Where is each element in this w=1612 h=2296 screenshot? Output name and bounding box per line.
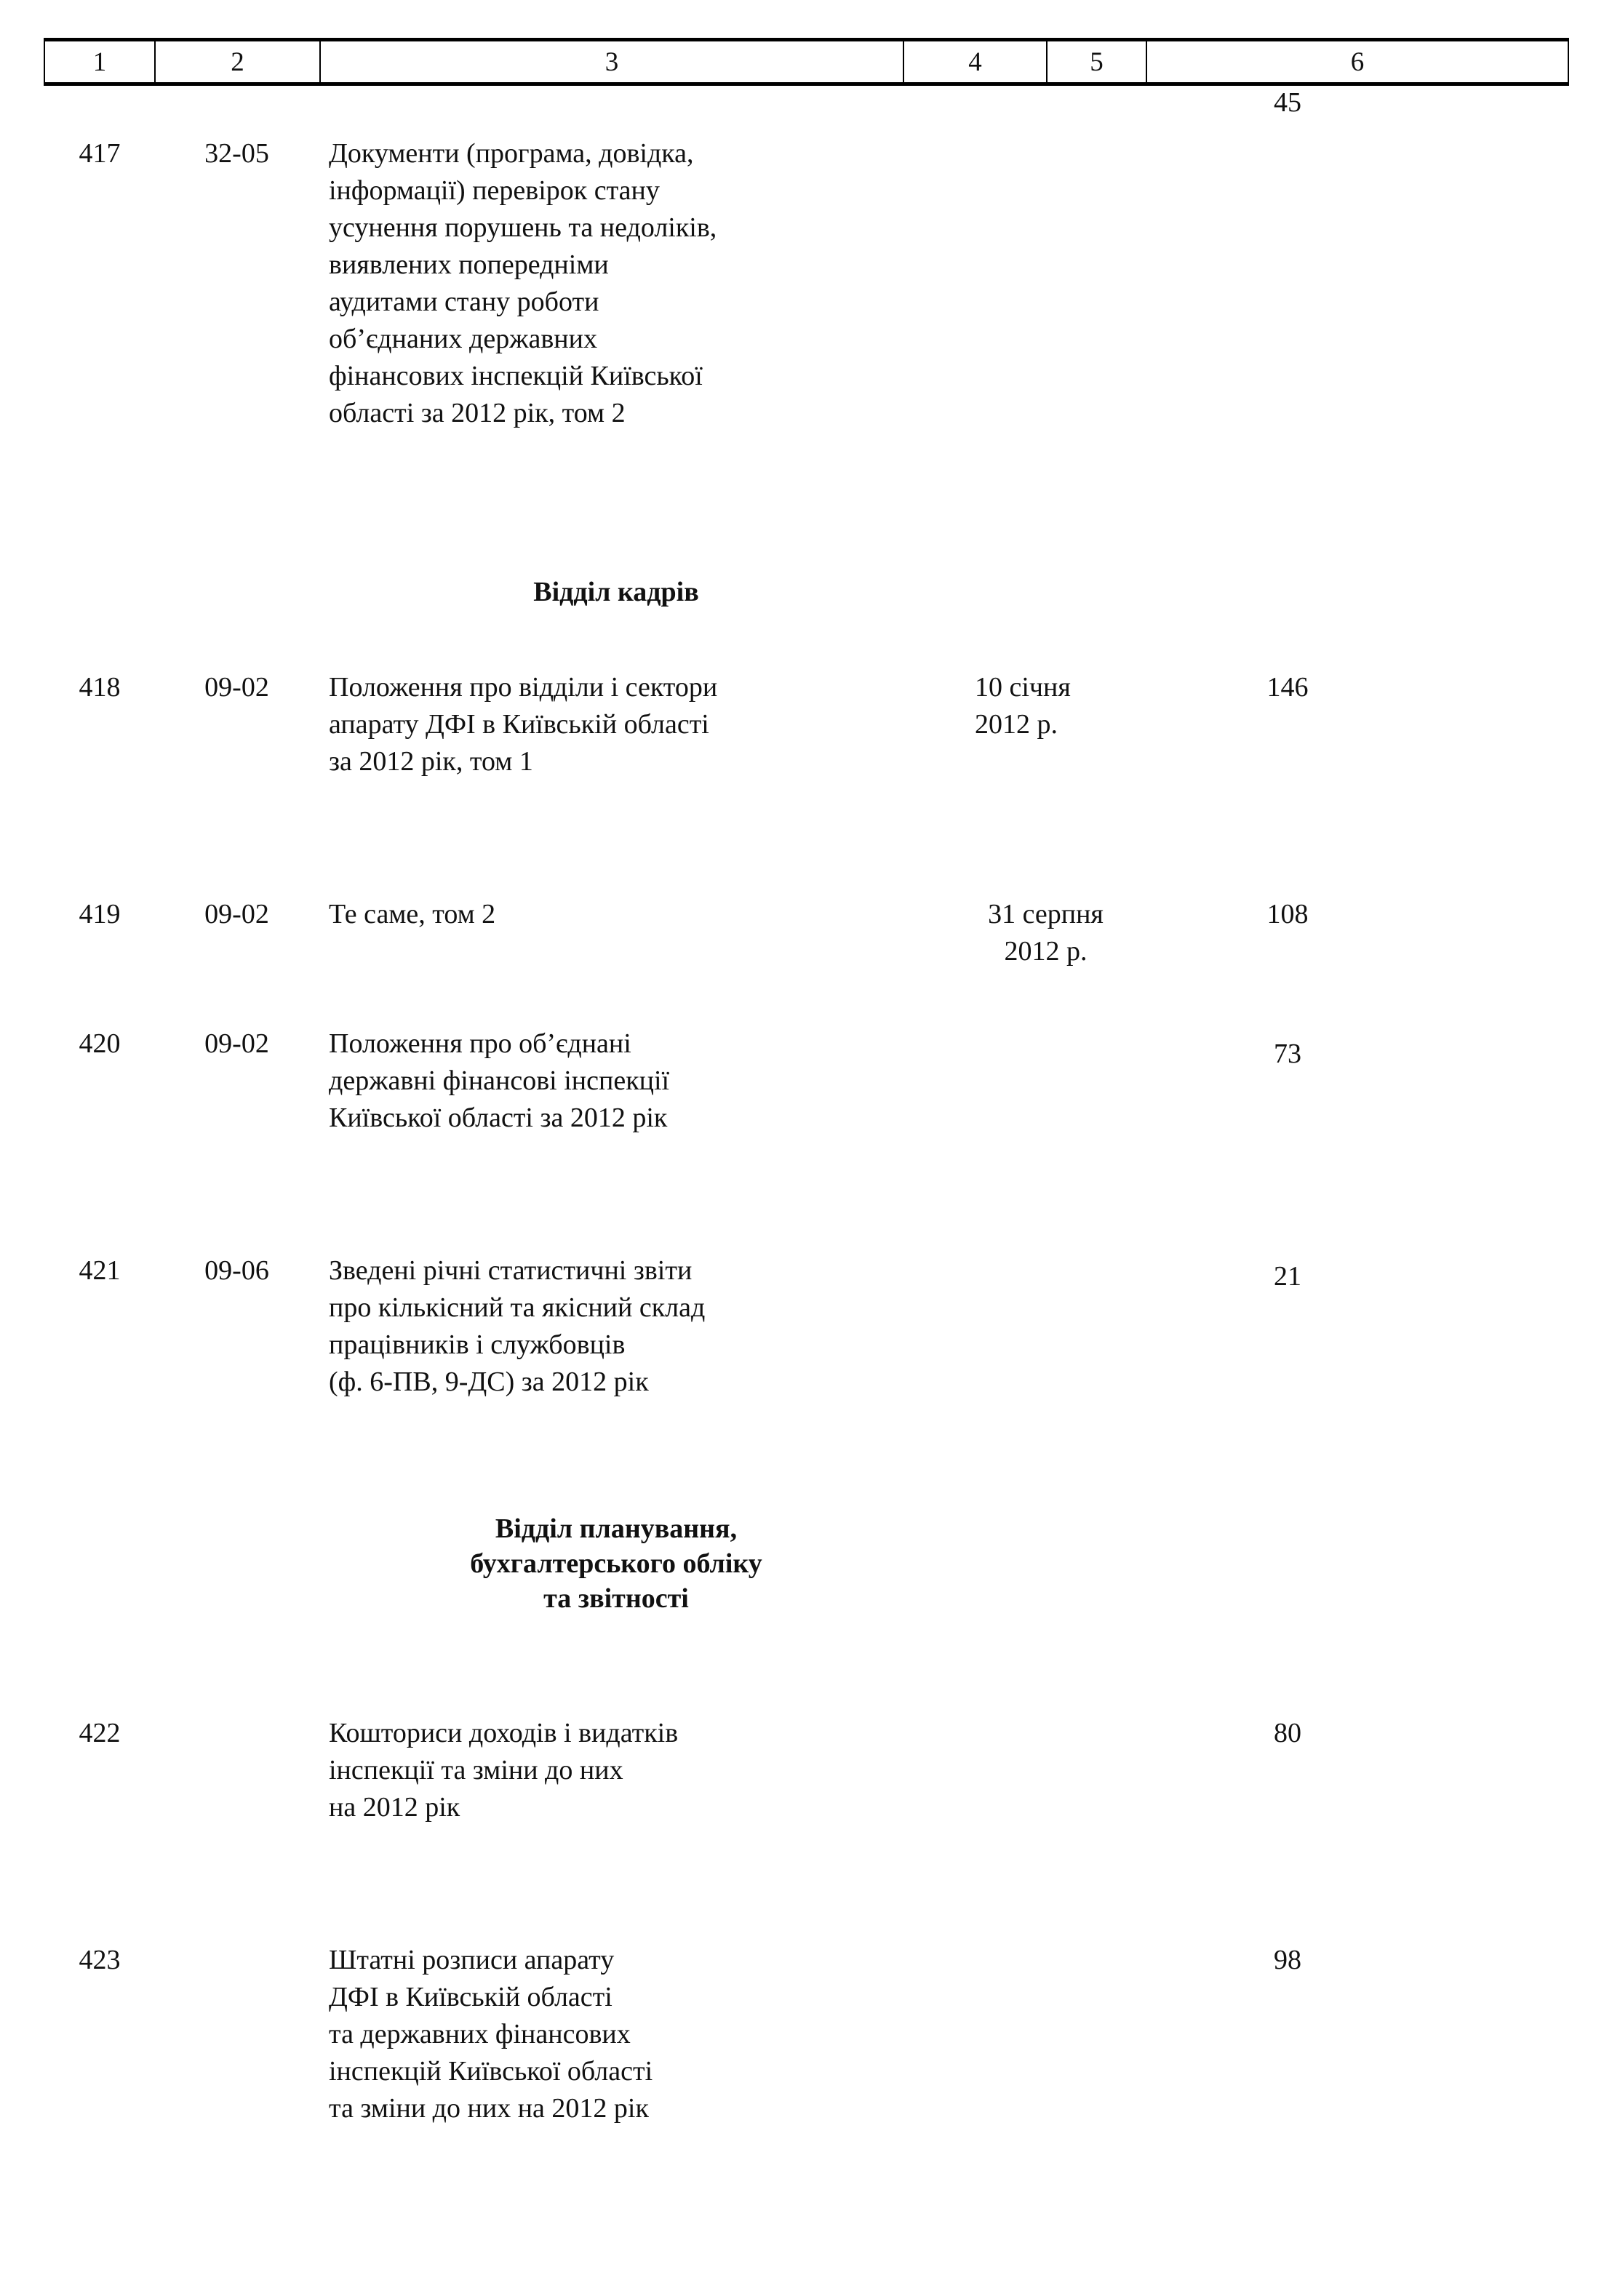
row-title [329, 135, 903, 432]
title-line: державні фінансові інспекції [329, 1065, 670, 1096]
title-line: Київської області за 2012 рік [329, 1103, 668, 1133]
row-title [329, 1942, 903, 2127]
row-count: 108 [1266, 899, 1309, 929]
title-line: аудитами стану роботи [329, 287, 599, 317]
title-line: про кількісний та якісний склад [329, 1292, 706, 1323]
title-line: працівників і службовців [329, 1329, 626, 1360]
row-title [329, 669, 903, 780]
title-line: Зведені річні статистичні звіти [329, 1255, 693, 1286]
column-header-2: 2 [155, 40, 320, 84]
section-heading-line: Відділ кадрів [533, 577, 699, 607]
column-header-5: 5 [1047, 40, 1146, 84]
title-line: ДФІ в Київській області [329, 1982, 613, 2012]
title-line: Положення про відділи і сектори [329, 672, 718, 703]
date-line: 31 серпня [988, 899, 1104, 929]
section-heading-line: бухгалтерського обліку [470, 1548, 762, 1579]
title-line: інформації) перевірок стану [329, 175, 660, 206]
row-number: 421 [79, 1255, 121, 1286]
row-count: 21 [1274, 1261, 1301, 1292]
title-line: об’єднаних державних [329, 324, 597, 354]
row-index-code: 09-06 [204, 1255, 269, 1286]
title-line: області за 2012 рік, том 2 [329, 398, 626, 428]
column-header-6: 6 [1146, 40, 1568, 84]
row-number: 419 [79, 899, 121, 929]
row-date [975, 669, 1157, 743]
date-line: 10 січня [975, 672, 1071, 703]
title-line: інспекції та зміни до них [329, 1755, 623, 1785]
column-header-3: 3 [320, 40, 903, 84]
title-line: за 2012 рік, том 1 [329, 746, 533, 777]
row-date [953, 896, 1138, 970]
row-title [329, 1252, 903, 1401]
title-line: інспекцій Київської області [329, 2056, 653, 2087]
title-line: та державних фінансових [329, 2019, 631, 2049]
title-line: фінансових інспекцій Київської [329, 361, 703, 391]
section-heading [329, 1511, 903, 1616]
title-line: на 2012 рік [329, 1792, 460, 1823]
row-index-code: 32-05 [204, 138, 269, 169]
title-line: Документи (програма, довідка, [329, 138, 694, 169]
title-line: Штатні розписи апарату [329, 1945, 615, 1975]
date-line: 2012 р. [1004, 936, 1088, 967]
title-line: виявлених попередніми [329, 249, 609, 280]
row-index-code: 09-02 [204, 672, 269, 703]
column-header-1: 1 [44, 40, 155, 84]
row-number: 417 [79, 138, 121, 169]
title-line: та зміни до них на 2012 рік [329, 2093, 649, 2124]
row-title [329, 1715, 903, 1826]
column-number-header [44, 38, 1569, 86]
section-heading-line: Відділ планування, [495, 1513, 738, 1544]
row-index-code: 09-02 [204, 1028, 269, 1059]
row-count: 73 [1274, 1039, 1301, 1069]
title-line: апарату ДФІ в Київській області [329, 709, 709, 740]
column-header-row [44, 40, 1568, 84]
row-number: 423 [79, 1945, 121, 1975]
date-line: 2012 р. [975, 709, 1058, 740]
title-line: Те саме, том 2 [329, 899, 496, 929]
carryover-count: 45 [1274, 87, 1301, 118]
title-line: Кошториси доходів і видатків [329, 1718, 679, 1748]
row-count: 98 [1274, 1945, 1301, 1975]
title-line: Положення про об’єднані [329, 1028, 631, 1059]
row-title [329, 1025, 903, 1137]
row-number: 418 [79, 672, 121, 703]
row-index-code: 09-02 [204, 899, 269, 929]
title-line: (ф. 6-ПВ, 9-ДС) за 2012 рік [329, 1367, 649, 1397]
row-title [329, 896, 903, 933]
title-line: усунення порушень та недоліків, [329, 212, 717, 243]
column-header-4: 4 [903, 40, 1047, 84]
row-count: 146 [1266, 672, 1309, 703]
row-number: 422 [79, 1718, 121, 1748]
section-heading [329, 575, 903, 609]
row-number: 420 [79, 1028, 121, 1059]
section-heading-line: та звітності [543, 1583, 689, 1614]
row-count: 80 [1274, 1718, 1301, 1748]
